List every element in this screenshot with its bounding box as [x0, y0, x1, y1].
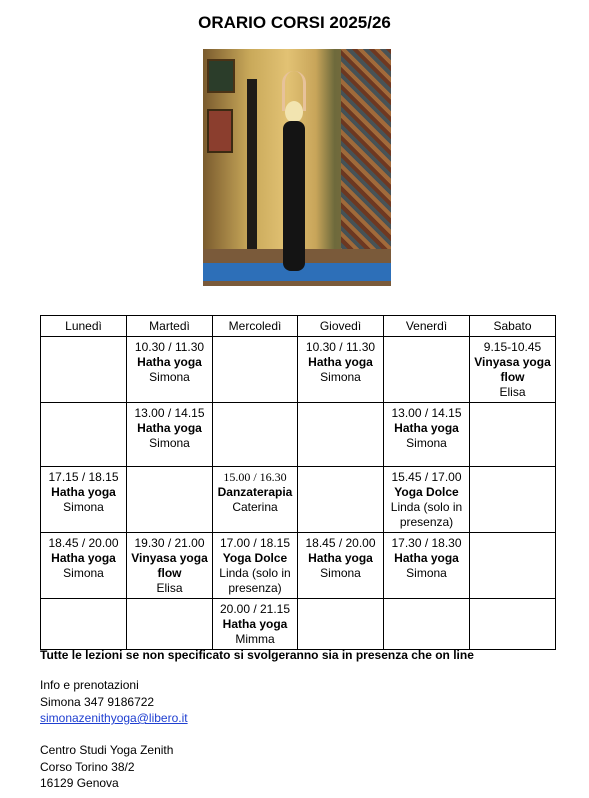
schedule-row: [41, 403, 556, 467]
class-name: Yoga Dolce: [394, 485, 459, 499]
class-name: Hatha yoga: [394, 551, 459, 565]
schedule-cell: [298, 467, 384, 533]
class-time: 17.30 / 18.30: [391, 536, 462, 550]
contact-heading: Info e prenotazioni: [40, 678, 139, 692]
class-time: 15.45 / 17.00: [391, 470, 462, 484]
studio-address: [40, 742, 173, 792]
schedule-cell: [384, 337, 470, 403]
yoga-pose-photo: [203, 49, 391, 286]
schedule-cell: [41, 337, 127, 403]
schedule-cell: [298, 403, 384, 467]
schedule-row: [41, 467, 556, 533]
schedule-cell: [470, 337, 556, 403]
schedule-table: [40, 315, 556, 650]
class-teacher: Linda (solo in presenza): [390, 500, 463, 529]
studio-street: Corso Torino 38/2: [40, 759, 135, 774]
class-time: 19.30 / 21.00: [134, 536, 205, 550]
class-teacher: Simona: [320, 370, 361, 384]
class-teacher: Caterina: [232, 500, 278, 514]
contact-phone: Simona 347 9186722: [40, 694, 155, 709]
schedule-cell: [384, 533, 470, 599]
schedule-row: [41, 599, 556, 650]
schedule-cell: [384, 599, 470, 650]
class-teacher: Linda (solo in presenza): [219, 566, 291, 595]
day-header: Lunedì: [41, 316, 127, 337]
studio-city: 16129 Genova: [40, 776, 119, 790]
schedule-cell: [213, 467, 298, 533]
class-name: Hatha yoga: [222, 617, 288, 631]
class-teacher: Simona: [63, 500, 104, 514]
schedule-cell: [298, 599, 384, 650]
class-name: Vinyasa yoga flow: [474, 355, 551, 384]
class-name: Hatha yoga: [308, 551, 373, 565]
schedule-row: [41, 337, 556, 403]
class-time: 15.00 / 16.30: [223, 470, 287, 484]
day-header: Martedì: [127, 316, 213, 337]
schedule-cell: [127, 403, 213, 467]
schedule-header-row: [41, 316, 556, 337]
schedule-cell: [127, 533, 213, 599]
class-teacher: Simona: [406, 566, 447, 580]
contact-info: [40, 677, 188, 727]
class-teacher: Elisa: [499, 385, 526, 399]
schedule-cell: [127, 467, 213, 533]
schedule-cell: [41, 533, 127, 599]
schedule-cell: [213, 337, 298, 403]
schedule-row: [41, 533, 556, 599]
class-teacher: Simona: [149, 370, 190, 384]
class-time: 20.00 / 21.15: [219, 602, 291, 616]
class-time: 10.30 / 11.30: [305, 340, 376, 354]
class-teacher: Simona: [149, 436, 190, 450]
class-teacher: Simona: [406, 436, 447, 450]
schedule-cell: [41, 599, 127, 650]
class-teacher: Simona: [63, 566, 104, 580]
schedule-cell: [384, 403, 470, 467]
day-header: Venerdì: [384, 316, 470, 337]
day-header: Giovedì: [298, 316, 384, 337]
schedule-cell: [470, 467, 556, 533]
class-teacher: Mimma: [235, 632, 275, 646]
schedule-cell: [213, 599, 298, 650]
class-time: 18.45 / 20.00: [48, 536, 119, 550]
day-header: Mercoledì: [213, 316, 298, 337]
class-name: Hatha yoga: [394, 421, 459, 435]
schedule-cell: [470, 403, 556, 467]
class-name: Hatha yoga: [308, 355, 373, 369]
day-header: Sabato: [470, 316, 556, 337]
class-name: Hatha yoga: [137, 355, 202, 369]
class-name: Hatha yoga: [137, 421, 202, 435]
schedule-cell: [298, 337, 384, 403]
class-name: Vinyasa yoga flow: [131, 551, 208, 580]
schedule-cell: [384, 467, 470, 533]
class-name: Hatha yoga: [51, 551, 116, 565]
class-time: 9.15-10.45: [483, 340, 542, 354]
page-title: ORARIO CORSI 2025/26: [198, 13, 391, 32]
studio-name: Centro Studi Yoga Zenith: [40, 743, 174, 757]
schedule-cell: [213, 403, 298, 467]
class-teacher: Elisa: [156, 581, 183, 595]
attendance-note: Tutte le lezioni se non specificato si svolgeranno sia in presenza che on line: [40, 648, 474, 662]
class-time: 17.15 / 18.15: [48, 470, 119, 484]
class-name: Danzaterapia: [217, 485, 293, 499]
schedule-cell: [298, 533, 384, 599]
class-time: 13.00 / 14.15: [391, 406, 462, 420]
schedule-cell: [470, 533, 556, 599]
schedule-cell: [127, 599, 213, 650]
class-time: 13.00 / 14.15: [134, 406, 205, 420]
schedule-cell: [41, 467, 127, 533]
class-time: 18.45 / 20.00: [305, 536, 376, 550]
schedule-cell: [127, 337, 213, 403]
class-name: Yoga Dolce: [222, 551, 288, 565]
schedule-cell: [470, 599, 556, 650]
class-time: 10.30 / 11.30: [134, 340, 205, 354]
contact-email-link[interactable]: simonazenithyoga@libero.it: [40, 711, 188, 725]
schedule-cell: [41, 403, 127, 467]
class-teacher: Simona: [320, 566, 361, 580]
class-name: Hatha yoga: [51, 485, 116, 499]
schedule-cell: [213, 533, 298, 599]
class-time: 17.00 / 18.15: [219, 536, 291, 550]
